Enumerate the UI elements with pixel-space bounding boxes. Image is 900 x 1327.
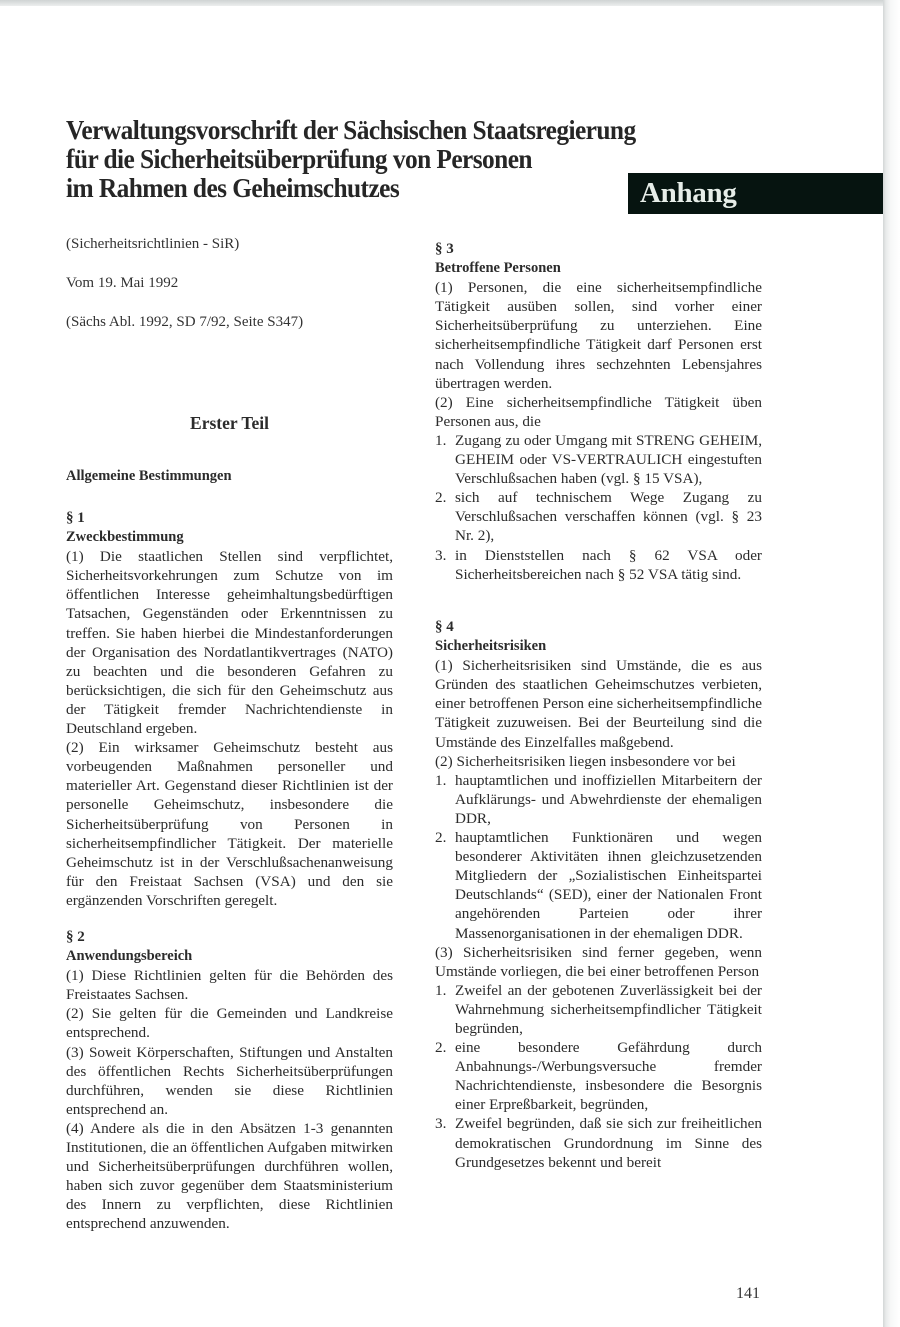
title-line: für die Sicherheitsüberprüfung von Personen <box>66 144 532 174</box>
page-right-edge <box>883 0 900 1327</box>
section-title: Zweckbestimmung <box>66 529 184 546</box>
page-top-edge <box>0 0 884 6</box>
paragraph: (1) Diese Richtlinien gelten für die Behörden des Freistaates Sachsen. <box>66 967 393 1004</box>
list-text: Zweifel an der gebotenen Zuverlässigkeit bei der Wahrnehmung sicherheitsempfindlicher Tätigkeit begründen, <box>455 981 762 1037</box>
list-text: hauptamtlichen und inoffiziellen Mitarbeitern der Aufklärungs- und Abwehrdienste der ehemaligen DDR, <box>455 771 762 827</box>
list-item <box>435 828 762 943</box>
numbered-list <box>435 981 762 1172</box>
list-item <box>435 546 762 584</box>
numbered-list <box>435 771 762 943</box>
section-tab-anhang <box>628 173 883 214</box>
section-4 <box>435 618 762 1172</box>
list-text: sich auf technischem Wege Zugang zu Verschlußsachen verschaffen können (vgl. § 23 Nr. 2), <box>455 489 762 545</box>
list-number: 2. <box>435 489 447 507</box>
section-3 <box>435 240 762 584</box>
paragraph: (1) Die staatlichen Stellen sind verpflichtet, Sicherheitsvorkehrungen zum Schutze von im öffentlichen Interesse geheimhaltungsbedürftigen Tatsachen, Gegenständen oder Erkenntnissen zu treffen. Sie haben hierbei die Mindestanforderungen der Organisation des Nordatlantikvertrages (NATO) zu beachten und die besonderen Gefahren zu berücksichtigen, die sich für den Geheimschutz aus der Tätigkeit fremder Nachrichtendienste in Deutschland ergeben. <box>66 548 393 738</box>
list-text: Zugang zu oder Umgang mit STRENG GEHEIM, GEHEIM oder VS-VERTRAULICH eingestuften Verschlußsachen haben (vgl. § 15 VSA), <box>455 431 762 488</box>
paragraph: (3) Soweit Körperschaften, Stiftungen und Anstalten des öffentlichen Rechts Sicherheitsüberprüfungen durchführen, wenden sie diese Richtlinien entsprechend an. <box>66 1043 393 1118</box>
paragraph: (4) Andere als die in den Absätzen 1-3 genannten Institutionen, die an öffentlichen Aufgaben mitwirken und Sicherheitsüberprüfungen durchführen wollen, haben sich zuvor gegenüber dem Staatsministerium des Innern zu verpflichten, diese Richtlinien entsprechend anzuwenden. <box>66 1119 394 1233</box>
title-line: im Rahmen des Geheimschutzes <box>66 173 400 203</box>
list-number: 1. <box>435 981 447 999</box>
list-number: 2. <box>435 1039 447 1057</box>
paragraph: (2) Sie gelten für die Gemeinden und Landkreise entsprechend. <box>66 1005 393 1042</box>
list-number: 3. <box>435 546 447 564</box>
list-number: 1. <box>435 771 447 789</box>
list-item <box>435 771 762 828</box>
section-number: § 2 <box>66 929 85 945</box>
section-number: § 1 <box>66 510 85 526</box>
part-subheading: Allgemeine Bestimmungen <box>66 468 232 484</box>
paragraph: (1) Sicherheitsrisiken sind Umstände, die es aus Gründen des staatlichen Geheimschutzes verbieten, einer betroffenen Person eine sicherheitsempfindliche Tätigkeit zuzuweisen. Bei der Beurteilung sind die Umstände des Einzelfalles maßgebend. <box>435 657 762 751</box>
list-text: eine besondere Gefährdung durch Anbahnungs-/Werbungsversuche fremder Nachrichtendienste, insbesondere die Besorgnis einer Erpreßbarkeit, begründen, <box>455 1039 762 1114</box>
list-text: hauptamtlichen Funktionären und wegen besonderer Aktivitäten ihnen gleichzusetzenden Mitgliedern der „Sozialistischen Einheitspartei Deutschlands“ (SED), einer der Nationalen Front angehörenden Parteien oder ihrer Massenorganisationen in der ehemaligen DDR. <box>455 829 762 942</box>
list-number: 3. <box>435 1115 447 1133</box>
list-item <box>435 488 762 545</box>
section-number: § 4 <box>435 619 454 635</box>
section-2 <box>66 928 393 1234</box>
section-1 <box>66 509 393 910</box>
list-text: in Dienststellen nach § 62 VSA oder Sicherheitsbereichen nach § 52 VSA tätig sind. <box>455 546 762 583</box>
list-number: 1. <box>435 431 447 449</box>
list-number: 2. <box>435 829 447 847</box>
short-title: (Sicherheitsrichtlinien - SiR) <box>66 236 240 252</box>
issue-date: Vom 19. Mai 1992 <box>66 275 179 291</box>
paragraph: (3) Sicherheitsrisiken sind ferner gegeben, wenn Umstände vorliegen, die bei einer betroffenen Person <box>435 943 762 980</box>
list-item <box>435 981 762 1038</box>
paragraph: (2) Ein wirksamer Geheimschutz besteht aus vorbeugenden Maßnahmen personeller und materieller Art. Gegenstand dieser Richtlinien ist der personelle Geheimschutz, insbesondere die Sicherheitsüberprüfung von Personen in sicherheitsempfindlicher Tätigkeit. Der materielle Geheimschutz ist in der Verschlußsachenanweisung für den Freistaat Sachsen (VSA) und den sie ergänzenden Vorschriften geregelt. <box>66 739 393 909</box>
list-item <box>435 1114 762 1171</box>
title-line: Verwaltungsvorschrift der Sächsischen Staatsregierung <box>66 115 636 145</box>
source-reference: (Sächs Abl. 1992, SD 7/92, Seite S347) <box>66 314 304 330</box>
section-number: § 3 <box>435 241 454 257</box>
section-tab-label: Anhang <box>640 177 737 209</box>
list-item <box>435 1038 762 1114</box>
paragraph: (2) Eine sicherheitsempfindliche Tätigkeit üben Personen aus, die <box>435 393 762 430</box>
section-title: Sicherheitsrisiken <box>435 638 547 655</box>
paragraph: (2) Sicherheitsrisiken liegen insbesondere vor bei <box>435 752 736 770</box>
page-number: 141 <box>736 1285 760 1302</box>
part-heading: Erster Teil <box>190 413 269 433</box>
section-title: Anwendungsbereich <box>66 948 193 965</box>
list-text: Zweifel begründen, daß sie sich zur freiheitlichen demokratischen Grundordnung im Sinne des Grundgesetzes bekennt und bereit <box>455 1115 762 1171</box>
section-title: Betroffene Personen <box>435 260 561 277</box>
document-title <box>66 116 724 203</box>
list-item <box>435 431 762 488</box>
paragraph: (1) Personen, die eine sicherheitsempfindliche Tätigkeit ausüben sollen, sind vorher einer Sicherheitsüberprüfung zu unterziehen. Eine sicherheitsempfindliche Tätigkeit darf Personen erst nach Vollendung ihres sechzehnten Lebensjahres übertragen werden. <box>435 279 762 392</box>
numbered-list <box>435 431 762 584</box>
